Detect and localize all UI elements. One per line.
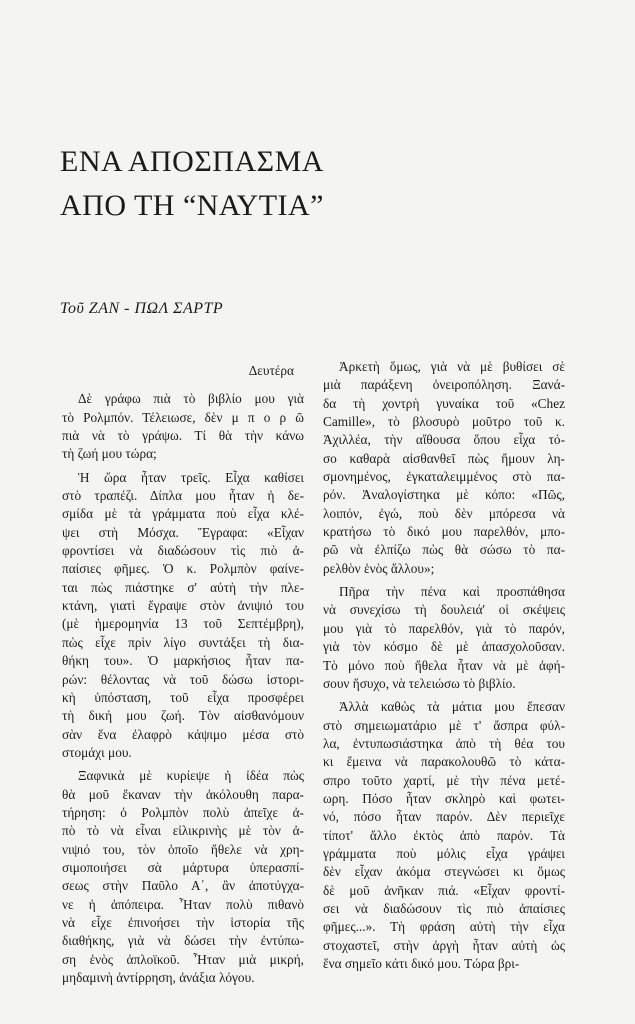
text-line: δὲν εἶχαν ἀκόμα στεγνώσει κι ὅμως <box>323 864 565 880</box>
text-line: ψει στὴ Μόσχα. Ἔγραφα: «Εἶχαν <box>62 524 304 540</box>
text-line: νε ἡ ἀπόπειρα. Ἦταν πολὺ πιθανὸ <box>62 896 304 912</box>
text-line: τὴ δική μου ζωή. Τὸν αἰσθανόμουν <box>62 708 304 724</box>
text-line: κρατήσω τὸ δικό μου παρελθόν, μπο- <box>323 524 565 540</box>
text-line: Δὲ γράφω πιὰ τὸ βιβλίο μου γιὰ <box>78 391 304 407</box>
text-line: σμονημένος, ἐγκαταλειμμένος στὸ πα- <box>323 469 565 485</box>
text-line: λοιπόν, ἐγώ, ποὺ δὲν μπόρεσα νὰ <box>323 505 565 521</box>
text-line: πιὰ νὰ τὸ γράψω. Τί θὰ τὴν κάνω <box>62 428 304 444</box>
text-line: ρών: θέλοντας νὰ τοῦ δώσω ἱστορι- <box>62 671 304 687</box>
text-line: σπρο τοῦτο χαρτί, μὲ τὴν πένα μετέ- <box>323 772 565 788</box>
text-line: μηδαμινὴ ἀντίρρηση, ἀνάξια λόγου. <box>62 970 255 985</box>
text-line: λα, ἐντυπωσιάστηκα ἀπὸ τὴ θέα του <box>323 735 565 751</box>
author-byline: Τοῦ ΖΑΝ - ΠΩΛ ΣΑΡΤΡ <box>60 300 224 317</box>
text-line: φροντίσει νὰ διαδώσουν τὶς πιὸ ἀ- <box>62 543 304 559</box>
paragraph <box>323 698 565 973</box>
text-line: Ἡ ὥρα ἦταν τρεῖς. Εἶχα καθίσει <box>78 469 304 485</box>
text-line: τήρηση: ὁ Ρολμπὸν πολὺ ἀπεῖχε ἀ- <box>62 804 304 820</box>
text-line: φῆμες...». Τὴ φράση αὐτὴ τὴν εἶχα <box>323 919 565 935</box>
text-line: νὰ συνεχίσω τὴ δουλειά' οἱ σκέψεις <box>323 602 565 618</box>
text-line: τὸ Ρολμπόν. Τέλειωσε, δὲν μ π ο ρ ῶ <box>62 409 304 425</box>
text-line: μου γιὰ τὸ παρελθόν, γιὰ τὸ παρόν, <box>323 620 565 636</box>
text-line: ἕνα σημεῖο κάτι δικό μου. Τώρα βρι- <box>323 956 520 971</box>
title-line-2: ΑΠΟ ΤΗ “ΝΑΥΤΙΑ” <box>60 189 324 222</box>
text-line: διαθήκης, γιὰ νὰ δώσει τὴν ἐντύπω- <box>62 933 304 949</box>
text-line: κι ἔμεινα νὰ παρακολουθῶ τὸ κάτα- <box>323 754 565 770</box>
paragraph <box>323 358 565 578</box>
text-line: δα τὴ χοντρὴ γυναίκα τοῦ «Chez <box>323 395 565 411</box>
text-line: μιὰ παράξενη ὀνειροπόληση. Ξανά- <box>323 377 565 393</box>
text-line: γιὰ τὸν κόσμο δὲ μὲ ἀπασχολοῦσαν. <box>323 639 565 655</box>
right-column <box>323 358 565 978</box>
text-line: Ἀχιλλέα, τὴν αἴθουσα ὅπου εἶχα τό- <box>323 432 565 448</box>
text-line: πὸ τὸ νὰ εἶναι εἰλικρινὴς μὲ τὸν ἀ- <box>62 823 304 839</box>
text-line: Camille», τὸ βλοσυρὸ μοῦτρο τοῦ κ. <box>323 414 565 430</box>
text-line: τὴ ζωή μου τώρα; <box>62 446 157 462</box>
text-line: σὰν ἕνα ἐλαφρὸ κάψιμο μέσα στὸ <box>62 726 304 742</box>
left-column <box>62 362 304 992</box>
title-line-1: ΕΝΑ ΑΠΟΣΠΑΣΜΑ <box>60 145 324 178</box>
text-line: στὸ σημειωματάριο μὲ τ' ἄσπρα φύλ- <box>323 717 565 733</box>
text-line: Τὸ μόνο ποὺ ἤθελα ἦταν νὰ μὲ ἀφή- <box>323 657 565 673</box>
text-line: Ξαφνικὰ μὲ κυρίεψε ἡ ἰδέα πὼς <box>78 768 304 784</box>
text-line: δὲ μοῦ ἀνῆκαν πιά. «Εἶχαν φροντί- <box>323 882 565 898</box>
text-line: Ἀρκετὴ ὅμως, γιὰ νὰ μὲ βυθίσει σὲ <box>339 359 565 374</box>
paragraph <box>62 767 304 987</box>
text-line: πὼς εἶχε πρὶν λίγο συντάξει τὴ δια- <box>62 634 304 650</box>
text-line: (μὲ ἡμερομηνία 13 τοῦ Σεπτέμβρη), <box>62 616 304 632</box>
text-line: παίσιες φῆμες. Ὁ κ. Ρολμπὸν φαίνε- <box>62 561 304 577</box>
text-line: κὴ ὑπόσταση, τοῦ εἶχα προσφέρει <box>62 689 304 705</box>
text-line: ται πὼς πιάστηκε σ' αὐτὴ τὴν πλε- <box>62 579 304 595</box>
text-line: νὰ εἶχε ἐπινοήσει τὴν ἱστορία τῆς <box>62 914 304 930</box>
text-line: σουν ἥσυχο, νὰ τελειώσω τὸ βιβλίο. <box>323 675 516 691</box>
text-line: Πῆρα τὴν πένα καὶ προσπάθησα <box>339 584 565 600</box>
paragraph <box>323 583 565 693</box>
text-line: θὰ μοῦ ἔκαναν τὴν ἀκόλουθη παρα- <box>62 786 304 802</box>
text-line: τίποτ' ἄλλο ἐκτὸς ἀπὸ παρόν. Τὰ <box>323 827 565 843</box>
text-line: ση ἑνὸς ἀπλοϊκοῦ. Ἦταν μιὰ μικρή, <box>62 951 304 967</box>
paragraph <box>62 390 304 463</box>
text-line: στοχαστεῖ, στὴν ἀργὴ ἦταν αὐτὴ ὡς <box>323 937 565 953</box>
text-line: γράμματα ποὺ μόλις εἶχα γράψει <box>323 845 565 861</box>
article-title <box>60 140 420 228</box>
text-line: ρῶ νὰ ἐλπίζω πὼς θὰ σώσω τὸ πα- <box>323 542 565 558</box>
text-line: σεως στὴν Παῦλο Α΄, ἂν ἀποτύγχα- <box>62 878 304 894</box>
text-line: στὸ τραπέζι. Δίπλα μου ἦταν ἡ δε- <box>62 488 304 504</box>
text-line: ρελθὸν ἑνὸς ἄλλου»; <box>323 560 435 576</box>
text-line: νιψιό του, τὸν ὁποῖο ἤθελε νὰ χρη- <box>62 841 304 857</box>
text-line: στομάχι μου. <box>62 744 132 760</box>
dateline: Δευτέρα <box>248 363 294 378</box>
text-line: ωρη. Πόσο ἦταν σκληρὸ καὶ φωτει- <box>323 790 565 806</box>
text-line: Ἀλλὰ καθὼς τὰ μάτια μου ἔπεσαν <box>339 699 565 715</box>
text-line: σο καθαρὰ αἰσθανθεῖ πὼς ἤμουν λη- <box>323 450 565 466</box>
text-line: σιμοποιήσει σὰ μάρτυρα ὑπερασπί- <box>62 859 304 875</box>
text-line: νό, πόσο ἦταν παρόν. Δὲν περιεῖχε <box>323 809 565 825</box>
text-line: κτάνη, γιατὶ ἔγραψε στὸν ἀνιψιό του <box>62 598 304 614</box>
text-line: σμίδα μὲ τὰ γράμματα ποὺ εἶχα κλέ- <box>62 506 304 522</box>
text-line: ρόν. Ἀναλογίστηκα μὲ κόπο: «Πῶς, <box>323 487 565 503</box>
text-line: θήκη του». Ὁ μαρκήσιος ἦταν πα- <box>62 653 304 669</box>
paragraph <box>62 469 304 763</box>
text-line: σει νὰ διαδώσουν τὶς πιὸ ἀπαίσιες <box>323 900 565 916</box>
